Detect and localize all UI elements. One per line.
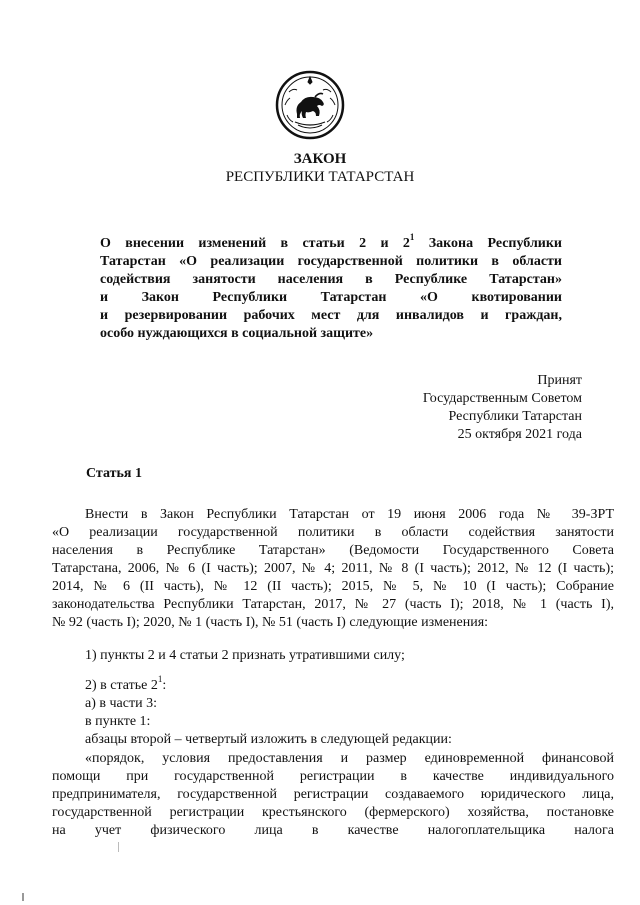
paragraph-line: «О реализации государственной политики в области содействия занятости — [52, 525, 614, 540]
scan-mark — [118, 842, 119, 852]
subject-line: содействия занятости населения в Республике Татарстан» — [100, 272, 562, 287]
subject-line: и Закон Республики Татарстан «О квотировании — [100, 290, 562, 305]
adoption-block — [423, 372, 582, 444]
subject-line: Татарстан «О реализации государственной политики в области — [100, 254, 562, 269]
article-heading: Статья 1 — [86, 466, 142, 481]
item-2b: в пункте 1: — [85, 714, 151, 729]
quote-line: предпринимателя, государственной регистрации создаваемого юридического лица, — [52, 787, 614, 802]
item-2-colon: : — [162, 678, 167, 693]
quote-line: на учет физического лица в качестве налогоплательщика налога — [52, 823, 614, 838]
item-2-text: 2) в статье 2 — [85, 678, 158, 693]
item-2-block — [85, 674, 605, 749]
paragraph-line: Татарстана, 2006, № 6 (I часть); 2007, № 4; 2011, № 8 (I часть); 2012, № 12 (I часть); — [52, 561, 614, 576]
law-subtitle: РЕСПУБЛИКИ ТАТАРСТАН — [225, 169, 415, 185]
paragraph-line: законодательства Республики Татарстан, 2017, № 27 (часть I); 2018, № 1 (часть I), — [52, 597, 614, 612]
item-2-superscript: 1 — [157, 674, 163, 685]
item-2c: абзацы второй – четвертый изложить в следующей редакции: — [85, 732, 452, 747]
adoption-date: 25 октября 2021 года — [457, 427, 582, 442]
subject-line-1-tail: Закона Республики — [414, 236, 563, 251]
item-2a: а) в части 3: — [85, 696, 157, 711]
adoption-line: Принят — [537, 373, 582, 388]
subject-line-1-text: О внесении изменений в статьи 2 и 2 — [100, 236, 410, 251]
subject-line: особо нуждающихся в социальной защите» — [100, 326, 374, 341]
adoption-line: Государственным Советом — [422, 391, 582, 406]
law-title: ЗАКОН — [293, 151, 347, 167]
paragraph-line: 2014, № 6 (II часть), № 12 (II часть); 2015, № 5, № 10 (I часть); Собрание — [52, 579, 614, 594]
item-1: 1) пункты 2 и 4 статьи 2 признать утратившими силу; — [85, 648, 405, 663]
subject-superscript: 1 — [409, 232, 415, 243]
quote-line: помощи при государственной регистрации в качестве индивидуального — [52, 769, 614, 784]
quoted-text — [52, 750, 614, 840]
paragraph-line: Внести в Закон Республики Татарстан от 19 июня 2006 года № 39-ЗРТ — [85, 507, 614, 522]
article-paragraph — [52, 506, 614, 632]
quote-line: государственной регистрации крестьянского (фермерского) хозяйства, постановке — [52, 805, 614, 820]
subject-line — [100, 232, 563, 253]
paragraph-line: № 92 (часть I); 2020, № 1 (часть I), № 51 (часть I) следующие изменения: — [52, 615, 489, 630]
coat-of-arms-emblem — [275, 70, 345, 140]
law-subject — [100, 232, 563, 343]
adoption-line: Республики Татарстан — [448, 409, 582, 424]
scan-mark — [22, 893, 24, 901]
subject-line: и резервировании рабочих мест для инвалидов и граждан, — [100, 308, 562, 323]
law-title-block — [0, 150, 640, 186]
quote-line: «порядок, условия предоставления и размер единовременной финансовой — [85, 751, 614, 766]
item-2-heading — [85, 674, 605, 695]
paragraph-line: населения в Республике Татарстан» (Ведомости Государственного Совета — [52, 543, 614, 558]
